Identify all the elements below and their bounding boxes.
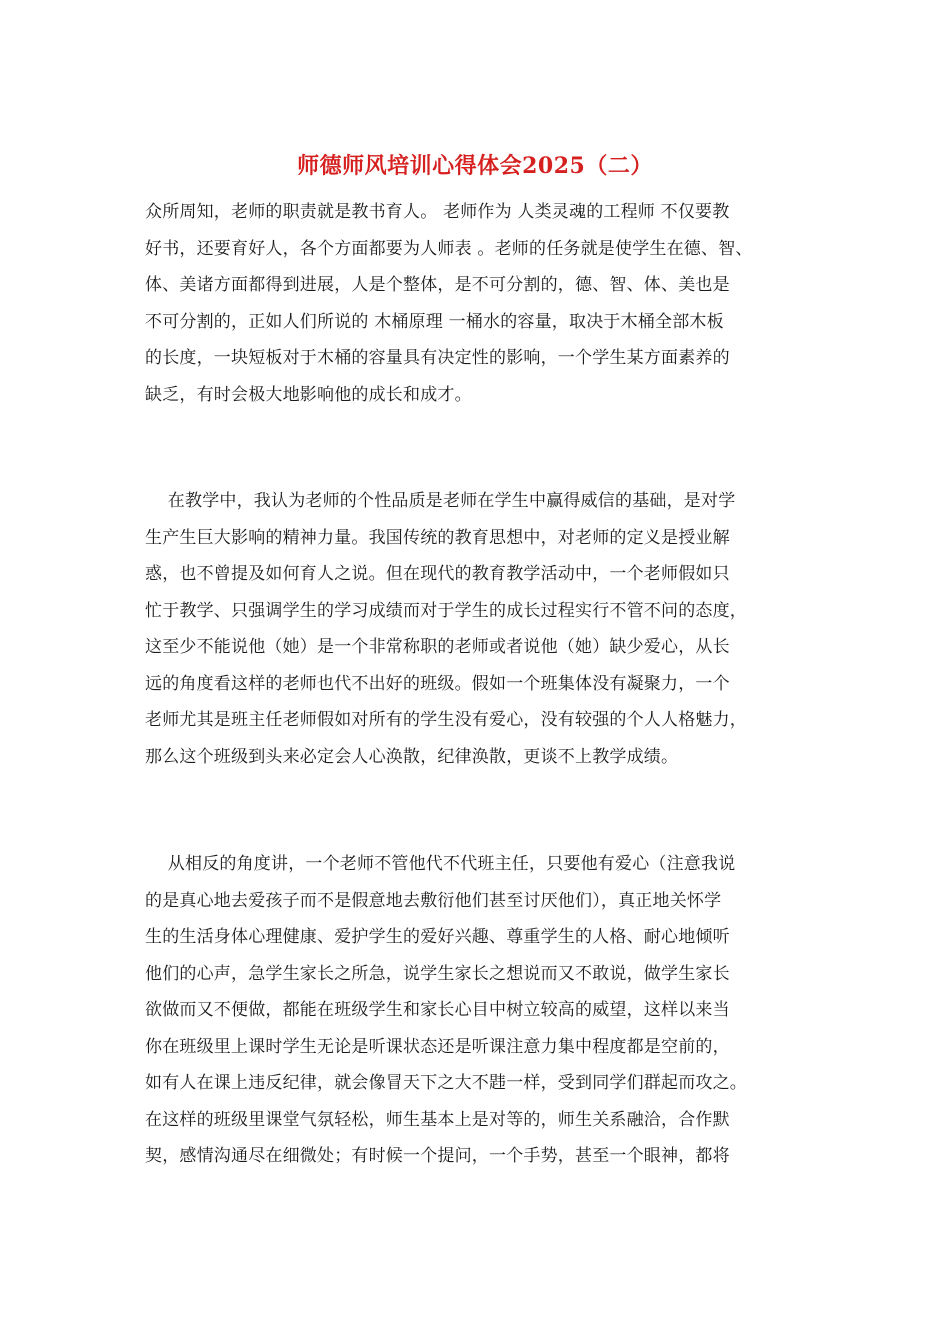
text-line: 契，感情沟通尽在细微处；有时候一个提问，一个手势，甚至一个眼神，都将 [145,1146,730,1166]
text-line: 惑，也不曾提及如何育人之说。但在现代的教育教学活动中，一个老师假如只 [145,564,730,584]
paragraph-3 [145,846,825,1175]
paragraph-2 [145,483,825,775]
text-line: 体、美诸方面都得到进展，人是个整体，是不可分割的，德、智、体、美也是 [145,275,730,295]
text-line: 他们的心声，急学生家长之所急，说学生家长之想说而又不敢说，做学生家长 [145,963,730,984]
text-line: 众所周知，老师的职责就是教书育人。 老师作为 人类灵魂的工程师 不仅要教 [145,202,730,222]
text-line: 在这样的班级里课堂气氛轻松，师生基本上是对等的，师生关系融洽，合作默 [145,1109,730,1130]
text-line: 你在班级里上课时学生无论是听课状态还是听课注意力集中程度都是空前的， [145,1036,730,1057]
text-line: 从相反的角度讲，一个老师不管他代不代班主任，只要他有爱心（注意我说 [145,854,736,874]
text-line: 缺乏，有时会极大地影响他的成长和成才。 [145,384,472,405]
text-line: 那么这个班级到头来必定会人心涣散，纪律涣散，更谈不上教学成绩。 [145,746,679,767]
text-line: 欲做而又不便做，都能在班级学生和家长心目中树立较高的威望，这样以来当 [145,1000,730,1020]
text-line: 的长度，一块短板对于木桶的容量具有决定性的影响，一个学生某方面素养的 [145,348,730,368]
text-line: 远的角度看这样的老师也代不出好的班级。假如一个班集体没有凝聚力，一个 [145,673,730,694]
paragraph-1 [145,194,825,413]
text-line: 如有人在课上违反纪律，就会像冒天下之大不韪一样，受到同学们群起而攻之。 [145,1073,747,1093]
document-title: 师德师风培训心得体会2025（二） [297,153,653,179]
text-line: 忙于教学、只强调学生的学习成绩而对于学生的成长过程实行不管不问的态度， [145,600,747,621]
text-line: 的是真心地去爱孩子而不是假意地去敷衍他们甚至讨厌他们），真正地关怀学 [145,890,722,911]
text-line: 不可分割的，正如人们所说的 木桶原理 一桶水的容量，取决于木桶全部木板 [145,311,724,332]
text-line: 在教学中，我认为老师的个性品质是老师在学生中赢得威信的基础，是对学 [145,491,736,511]
text-line: 生产生巨大影响的精神力量。我国传统的教育思想中，对老师的定义是授业解 [145,527,730,548]
text-line: 这至少不能说他（她）是一个非常称职的老师或者说他（她）缺少爱心，从长 [145,637,730,657]
text-line: 生的生活身体心理健康、爱护学生的爱好兴趣、尊重学生的人格、耐心地倾听 [145,927,730,947]
text-line: 好书，还要育好人，各个方面都要为人师表 。老师的任务就是使学生在德、智、 [145,238,753,259]
text-line: 老师尤其是班主任老师假如对所有的学生没有爱心，没有较强的个人人格魅力， [145,710,747,730]
